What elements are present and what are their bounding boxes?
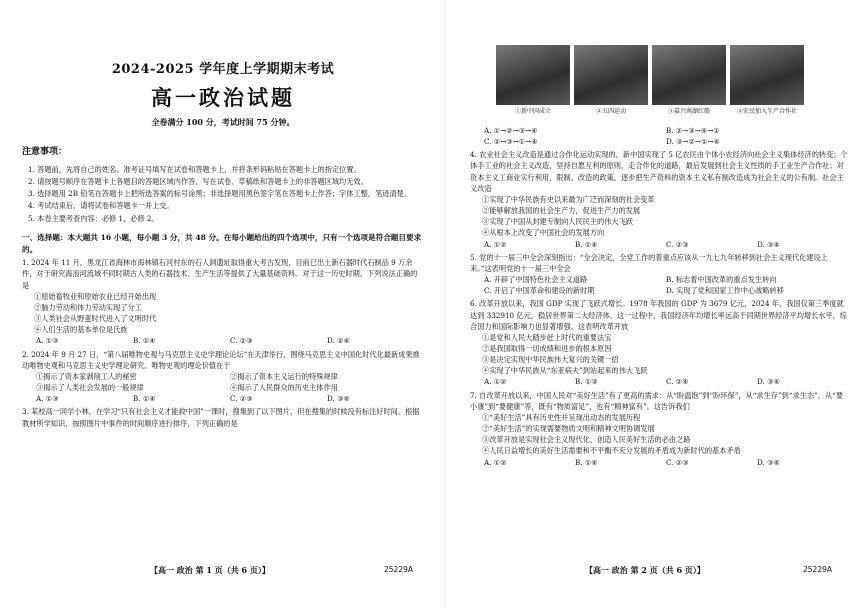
question-1-statement: ②脑力劳动和体力劳动实现了分工 <box>34 302 142 312</box>
question-2-statement: ①揭示了资本家剥削工人的秘密 <box>36 371 137 381</box>
question-6-statement: ③是决定实现中华民族伟大复兴的关键一招 <box>482 355 619 365</box>
option-b: B. ①④ <box>575 239 598 249</box>
question-1-statement: ①原始畜牧业和原始农业已经开始出现 <box>34 291 157 301</box>
question-7-statement: ④人民日益增长的美好生活需要和不平衡不充分发展的矛盾成为新时代的基本矛盾 <box>482 446 741 456</box>
question-4-statement: ④从根本上改变了中国社会的发展方向 <box>482 228 605 238</box>
photo-caption: ④农民加入生产合作社 <box>736 108 797 115</box>
page-divider <box>444 0 445 608</box>
page-2 <box>470 0 848 468</box>
question-2-statement: ④揭示了人民群众的历史主体作用 <box>230 383 338 393</box>
question-3-stem: 3. 某校高一同学小林，在学习“只有社会主义才能救中国”一课时，搜集到了以下图片，但在搜集的时候没有标注好时间。根据教材所学知识，按照图片中事件的时间顺序进行排序，下列正确的是 <box>22 407 420 428</box>
notice-item: 3. 选择题用 2B 铅笔在答题卡上把所选答案的标号涂黑；非选择题用黑色签字笔在答题卡上作答；字体工整，笔迹清楚。 <box>28 189 411 199</box>
option-b: B. ①④ <box>575 457 598 467</box>
option-a: A. ①③ <box>36 336 59 346</box>
exam-title: 2024-2025 学年度上学期期末考试 <box>111 62 335 77</box>
question-7-statement: ②“美好生活”的实现需要物质文明和精神文明协调发展 <box>482 424 655 434</box>
option-b: B. ②→③→④→① <box>666 126 720 135</box>
section-heading: 一、选择题：本大题共 16 小题，每小题 3 分，共 48 分。在每小题给出的四个选项中，只有一个选项是符合题目要求的。 <box>22 232 422 254</box>
option-d: D. ③④ <box>757 239 780 249</box>
question-2-statements <box>36 371 424 393</box>
option-d: D. ③④ <box>757 457 780 467</box>
option-b: B. ①③ <box>575 377 598 387</box>
option-c: C. ②③ <box>666 239 689 249</box>
question-4-stem: 4. 农业社会主义改造是通过合作化运动实现的，新中国实现了 5 亿农民由个体小农经济向社会主义集体经济的转变；个体手工业的社会主义改造，坚持自愿互利的原则，走合作化的道路，最后发展到社会主义性质的手工业生产合作社；对资本主义工商业实行利用、限制、改造的政策，逐步把生产资料的资本主义私有制改造成为社会主义的公有制。社会主义改造 <box>470 150 848 193</box>
question-1-options <box>36 335 424 346</box>
photo-cooperative <box>730 45 804 115</box>
option-c: C. ②→③→①→④ <box>484 137 538 147</box>
notice-item: 5. 本卷主要考查内容：必修 1，必修 2。 <box>28 213 159 223</box>
page-2-code: 25229A <box>803 565 832 574</box>
option-b: B. ①④ <box>133 394 156 404</box>
photo-caption: ③嘉兴南湖红船 <box>667 108 710 115</box>
exam-info: 全卷满分 100 分，考试时间 75 分钟。 <box>151 116 295 127</box>
question-6-stem: 6. 改革开放以来，我国 GDP 实现了飞跃式增长。1978 年我国的 GDP 为 3679 亿元，2024 年，我国仅第三季度就达到 332910 亿元，稳居世界第二大经济体。这一过程中，我国经济年均增长率远高于同期世界经济平均增长水平，综合国力和国际影响力也显著增强。这表明改革开放 <box>470 299 848 331</box>
option-a: A. ①② <box>484 377 507 387</box>
question-2-options <box>36 393 424 404</box>
question-7-options <box>484 457 848 468</box>
photo-jiaxing-red-boat <box>652 45 726 115</box>
option-c: C. ②④ <box>666 377 689 387</box>
question-2-statement: ③揭示了人类社会发展的一般规律 <box>36 383 144 393</box>
question-6-statement: ①是党和人民大踏步赶上时代的重要法宝 <box>482 332 612 342</box>
question-1-statement: ③人类社会从野蛮时代进入了文明时代 <box>34 314 157 324</box>
photo-founding-of-prc <box>496 45 570 115</box>
option-a: A. ①③ <box>36 394 59 404</box>
option-d: D. ③→②→①→④ <box>666 137 720 147</box>
question-4-options <box>484 239 848 250</box>
option-a: A. ①→②→③→④ <box>484 126 538 135</box>
option-c: C. ②③ <box>230 394 253 404</box>
question-2-statement: ②揭示了资本主义运行的特殊规律 <box>230 371 338 381</box>
notice-heading: 注意事项： <box>22 147 68 158</box>
page-2-footer: 【高一 政治 第 2 页（共 6 页）】 <box>585 565 705 575</box>
question-3-options <box>484 125 848 147</box>
option-d: D. ③④ <box>327 394 350 404</box>
photo-caption: ②五四运动 <box>595 108 626 115</box>
page-1-footer: 【高一 政治 第 1 页（共 6 页）】 <box>150 565 270 575</box>
subject-title: 高一政治试题 <box>151 85 295 111</box>
option-d: D. 实现了党和国家工作中心战略转移 <box>666 286 784 296</box>
option-a: A. 开辟了中国特色社会主义道路 <box>484 275 588 285</box>
photo-may-fourth-movement <box>574 45 648 115</box>
photo-caption: ①新中国成立 <box>514 108 551 115</box>
page-1-code: 25229A <box>384 565 413 574</box>
option-b: B. ①④ <box>133 336 156 346</box>
option-c: C. 开启了中国革命和建设的新时期 <box>484 286 595 296</box>
option-a: A. ①② <box>484 239 507 249</box>
question-4-statement: ②能够解放我国的社会生产力，促进生产力的发展 <box>482 206 641 216</box>
question-7-statement: ①“美好生活”具有历史性并呈现出动态的发展历程 <box>482 412 641 422</box>
question-6-statement: ②是我国取得一切成绩和进步的根本原因 <box>482 343 612 353</box>
option-c: C. ②③ <box>230 336 253 346</box>
question-5-options <box>484 274 848 296</box>
question-7-stem: 7. 自改革开放以来，中国人民对“美好生活”有了更高的需求：从“盼温饱”到“盼环保”，从“求生存”到“求生态”，从“要小康”到“要健康”等，既有“物质富足”，也有“精神富有”。这告诉我们 <box>470 390 844 411</box>
notice-item: 2. 请按题号顺序在答题卡上各题目的答题区域内作答，写在试卷、草稿纸和答题卡上的非答题区域均无效。 <box>28 177 368 187</box>
question-1-statement: ④人们生活的基本单位是氏族 <box>34 325 128 335</box>
option-b: B. 标志着中国改革的重点发生转向 <box>666 275 777 285</box>
page-1 <box>22 0 424 429</box>
option-d: D. ③④ <box>757 377 780 387</box>
option-c: C. ②③ <box>666 457 689 467</box>
question-6-statement: ④实现了中华民族从“东亚病夫”到站起来的伟大飞跃 <box>482 366 648 376</box>
notice-item: 4. 考试结束后，请将试卷和答题卡一并上交。 <box>28 201 174 211</box>
question-6-options <box>484 376 848 387</box>
question-2-stem: 2. 2024 年 9 月 27 日，“第八届唯物史观与马克思主义史学理论论坛”在天津举行，围绕马克思主义中国化时代化最新成果推动唯物史观和马克思主义史学理论研究。唯物史观的理论价值在于 <box>22 349 420 370</box>
option-a: A. ①② <box>484 457 507 467</box>
question-4-statement: ③实现了中国从封建专制向人民民主的伟大飞跃 <box>482 217 633 227</box>
question-5-stem: 5. 党的十一届三中全会深刻指出：“全会决定，全党工作的着重点应该从一九七九年转移到社会主义现代化建设上来。”这表明党的十一届三中全会 <box>470 252 828 273</box>
question-1-stem: 1. 2024 年 11 月，黑龙江省海林市海林镇石河村东的石人洞遗址取得重大考古发现，目前已出土新石器时代石制品 9 万余件，对于研究海浪河流域不同时期古人类的石器技术、生产生活等提供了大量基础资料。对于这一历史时期，下列说法正确的是 <box>22 258 418 290</box>
question-3-photos <box>470 45 848 131</box>
question-7-statement: ③改革开放是实现社会主义现代化，创造人民美好生活的必由之路 <box>482 435 691 445</box>
question-4-statement: ①实现了中华民族有史以来最为广泛而深刻的社会变革 <box>482 194 655 204</box>
option-d: D. ②④ <box>327 336 350 346</box>
notice-item: 1. 答题前，先将自己的姓名、准考证号填写在试卷和答题卡上，并将条形码粘贴在答题卡上的指定位置。 <box>28 165 361 175</box>
